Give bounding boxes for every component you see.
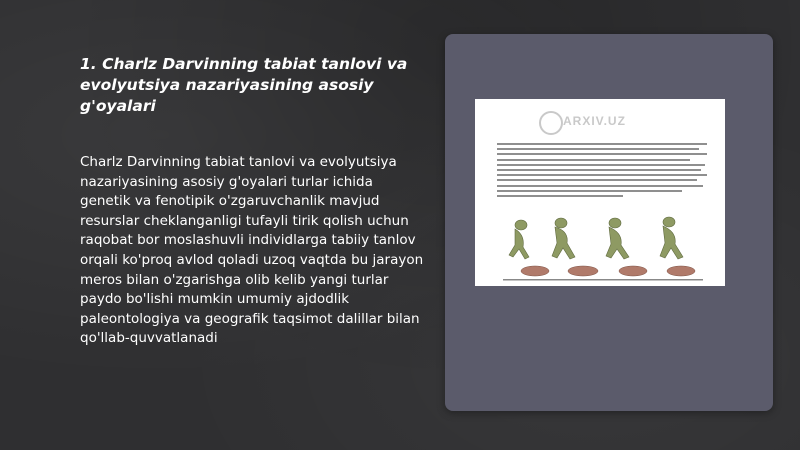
document-text-lines bbox=[497, 143, 707, 200]
slide-title: 1. Charlz Darvinning tabiat tanlovi va evolyutsiya nazariyasining asosiy g'oyalari bbox=[80, 55, 408, 115]
slide-body-text: Charlz Darvinning tabiat tanlovi va evolyutsiya nazariyasining asosiy g'oyalari turlar ichida genetik va fenotipik o'zgaruvchanlik mavjud resurslar cheklanganligi tufayli tirik qolish uchun raqobat bor moslashuvli individlarga tabiiy tanlov orqali ko'proq avlod qoladi uzoq vaqtda bu jarayon meros bilan o'zgarishga olib kelib yangi turlar paydo bo'lishi mumkin umumiy ajdodlik paleontologiya va geografik taqsimot dalillar bilan qo'llab-quvvatlanadi bbox=[80, 154, 424, 347]
image-panel bbox=[445, 34, 773, 411]
document-thumbnail bbox=[475, 99, 725, 286]
watermark-circle-icon bbox=[539, 111, 563, 135]
evolution-figures-illustration bbox=[503, 213, 703, 283]
watermark-text: ARXIV.UZ bbox=[563, 114, 626, 128]
watermark-logo bbox=[539, 109, 629, 135]
